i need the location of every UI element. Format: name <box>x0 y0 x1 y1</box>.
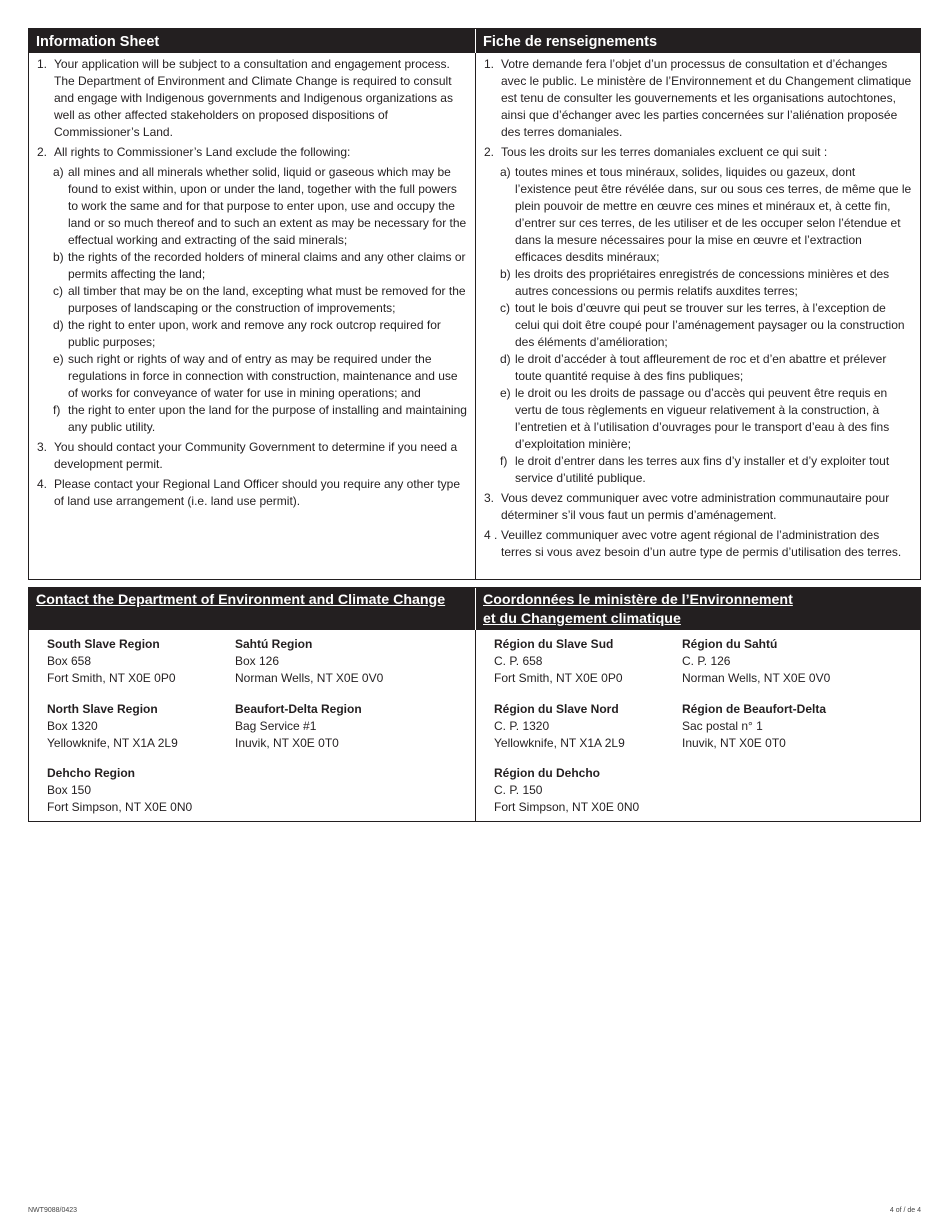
office-name: North Slave Region <box>47 702 158 716</box>
coordonnees-title-line1: Coordonnées le ministère de l’Environnement <box>483 592 793 608</box>
office-name: Dehcho Region <box>47 766 136 780</box>
item-number: 1. <box>37 57 48 71</box>
contact-french <box>476 588 920 821</box>
item-number: 2. <box>484 145 495 159</box>
office-address: Box 150 <box>47 783 92 797</box>
subitem-letter: e) <box>500 386 511 400</box>
item-text: Your application will be subject to a consultation and engagement process. The Department of Environment and Climate Change is required to consult and engage with Indigenous governments and Indigenous organizations as well as other affected stakeholders on proposed dispositions of Commissioner’s Land. <box>54 57 453 139</box>
office-name: Région du Slave Nord <box>494 702 619 716</box>
office-address: C. P. 150 <box>494 783 543 797</box>
subitem-letter: b) <box>500 267 511 281</box>
office-city: Fort Simpson, NT X0E 0N0 <box>494 800 640 814</box>
info-subitem-d-fr <box>500 351 912 385</box>
office-slave-sud <box>494 636 674 687</box>
office-address: Box 658 <box>47 654 92 668</box>
fiche-renseignements-title: Fiche de renseignements <box>476 29 920 53</box>
info-item-4-fr <box>484 527 912 561</box>
office-sahtu-fr <box>682 636 862 687</box>
office-address: C. P. 126 <box>682 654 731 668</box>
info-item-3 <box>37 439 467 473</box>
office-address: Box 126 <box>235 654 280 668</box>
info-subitems <box>37 164 467 436</box>
contact-section <box>28 587 921 822</box>
subitem-text: all timber that may be on the land, excepting what must be removed for the purposes of landscaping or the construction of improvements; <box>68 284 466 315</box>
office-city: Fort Smith, NT X0E 0P0 <box>47 671 176 685</box>
information-sheet-title: Information Sheet <box>29 29 476 53</box>
office-city: Yellowknife, NT X1A 2L9 <box>494 736 625 750</box>
office-address: Sac postal n° 1 <box>682 719 763 733</box>
info-subitem-b-fr <box>500 266 912 300</box>
coordonnees-title <box>476 588 920 630</box>
page-number: 4 of / de 4 <box>889 1207 921 1214</box>
subitem-letter: f) <box>53 403 61 417</box>
info-subitem-f <box>53 402 467 436</box>
office-city: Norman Wells, NT X0E 0V0 <box>682 671 831 685</box>
info-subitem-a <box>53 164 467 249</box>
office-name: Région de Beaufort-Delta <box>682 702 827 716</box>
office-name: Région du Slave Sud <box>494 637 614 651</box>
subitem-text: le droit d’entrer dans les terres aux fins d’y installer et d’y exploiter tout service d’utilité publique. <box>515 454 890 485</box>
subitem-letter: e) <box>53 352 64 366</box>
office-beaufort-delta-fr <box>682 701 862 752</box>
item-number: 3. <box>484 491 495 505</box>
office-north-slave <box>47 701 227 752</box>
info-item-1-fr <box>484 56 912 141</box>
office-city: Fort Smith, NT X0E 0P0 <box>494 671 623 685</box>
subitem-text: tout le bois d’œuvre qui peut se trouver sur les terres, à l’exception de celui qui doit être coupé pour l’aménagement paysager ou la construction des éléments d’amélioration; <box>515 301 905 349</box>
information-sheet-french <box>476 29 920 579</box>
subitem-text: such right or rights of way and of entry as may be required under the regulations in force in connection with construction, maintenance and use of works for conveyance of water for use in mining operations; and <box>68 352 458 400</box>
info-item-3-fr <box>484 490 912 524</box>
contact-title: Contact the Department of Environment and Climate Change <box>29 588 476 630</box>
office-address: Box 1320 <box>47 719 98 733</box>
subitem-letter: d) <box>53 318 64 332</box>
office-slave-nord <box>494 701 674 752</box>
office-south-slave <box>47 636 227 687</box>
office-city: Inuvik, NT X0E 0T0 <box>682 736 786 750</box>
office-address: C. P. 658 <box>494 654 543 668</box>
item-number: 1. <box>484 57 495 71</box>
office-name: Beaufort-Delta Region <box>235 702 362 716</box>
item-number: 3. <box>37 440 48 454</box>
info-subitem-b <box>53 249 467 283</box>
subitem-text: le droit ou les droits de passage ou d’accès qui peuvent être requis en vertu de tous règlements en vigueur relativement à la construction, à l’entretien et à l’utilisation d’ouvrages pour le transport d’eau à des fins d’exploitation minière; <box>515 386 890 451</box>
info-item-4 <box>37 476 467 510</box>
office-city: Inuvik, NT X0E 0T0 <box>235 736 339 750</box>
office-name: Région du Sahtú <box>682 637 778 651</box>
office-city: Norman Wells, NT X0E 0V0 <box>235 671 384 685</box>
subitem-text: the right to enter upon the land for the purpose of installing and maintaining any public utility. <box>68 403 467 434</box>
item-text: Votre demande fera l’objet d’un processus de consultation et d’échanges avec le public. Le ministère de l’Environnement et du Changement climatique est tenu de consulter les gouvernements et les organisations autochtones, ainsi que d’échanger avec les parties concernées sur l’aliénation proposée des terres domaniales. <box>501 57 912 139</box>
info-subitem-d <box>53 317 467 351</box>
subitem-text: all mines and all minerals whether solid, liquid or gaseous which may be found to exist within, upon or under the land, together with the full powers to work the same and for that purpose to enter upon, use and occupy the land or so much thereof and to such an extent as may be necessary for the effectual working and extracting of the said minerals; <box>68 165 467 247</box>
item-text: All rights to Commissioner’s Land exclude the following: <box>54 145 351 159</box>
info-item-1 <box>37 56 467 141</box>
item-number: 2. <box>37 145 48 159</box>
info-subitem-c-fr <box>500 300 912 351</box>
subitem-letter: f) <box>500 454 508 468</box>
info-subitem-e <box>53 351 467 402</box>
office-dehcho <box>47 765 227 816</box>
information-sheet-section <box>28 28 921 580</box>
info-subitem-f-fr <box>500 453 912 487</box>
subitem-letter: d) <box>500 352 511 366</box>
information-sheet-english <box>29 29 476 579</box>
item-text: Veuillez communiquer avec votre agent régional de l’administration des terres si vous avez besoin d’un autre type de permis d’utilisation des terres. <box>501 528 902 559</box>
office-name: Région du Dehcho <box>494 766 600 780</box>
subitem-letter: a) <box>53 165 64 179</box>
office-address: Bag Service #1 <box>235 719 317 733</box>
office-name: Sahtú Region <box>235 637 313 651</box>
form-code: NWT9088/0423 <box>28 1207 78 1214</box>
subitem-letter: c) <box>500 301 510 315</box>
subitem-text: les droits des propriétaires enregistrés de concessions minières et des autres concessions ou permis relatifs auxdites terres; <box>515 267 890 298</box>
item-number: 4 . <box>484 528 498 542</box>
office-name: South Slave Region <box>47 637 160 651</box>
subitem-letter: a) <box>500 165 511 179</box>
info-subitem-e-fr <box>500 385 912 453</box>
item-text: Please contact your Regional Land Officer should you require any other type of land use arrangement (i.e. land use permit). <box>54 477 461 508</box>
subitem-text: toutes mines et tous minéraux, solides, liquides ou gazeux, dont l’existence peut être révélée dans, sur ou sous ces terres, de même que le plein pouvoir de mettre en œuvre ces mines et minéraux et, à cette fin, d’entrer sur ces terres, de les utiliser et de les occuper selon l’étendue et dans la mesure nécessaires pour la mise en œuvre et l’extraction efficaces desdits minéraux; <box>515 165 912 264</box>
office-address: C. P. 1320 <box>494 719 550 733</box>
subitem-letter: c) <box>53 284 63 298</box>
subitem-text: the right to enter upon, work and remove any rock outcrop required for public purposes; <box>68 318 441 349</box>
coordonnees-title-line2: et du Changement climatique <box>483 611 681 627</box>
contact-english <box>29 588 476 821</box>
office-city: Yellowknife, NT X1A 2L9 <box>47 736 178 750</box>
item-text: Tous les droits sur les terres domaniales excluent ce qui suit : <box>501 145 828 159</box>
subitem-letter: b) <box>53 250 64 264</box>
item-text: You should contact your Community Government to determine if you need a development permit. <box>54 440 458 471</box>
info-item-2-fr <box>484 144 912 161</box>
info-subitem-c <box>53 283 467 317</box>
subitem-text: the rights of the recorded holders of mineral claims and any other claims or permits affecting the land; <box>68 250 466 281</box>
info-item-2 <box>37 144 467 161</box>
subitem-text: le droit d’accéder à tout affleurement de roc et d’en abattre et prélever toute quantité requise à des fins publiques; <box>515 352 887 383</box>
office-city: Fort Simpson, NT X0E 0N0 <box>47 800 193 814</box>
info-subitems-fr <box>484 164 912 487</box>
info-subitem-a-fr <box>500 164 912 266</box>
item-text: Vous devez communiquer avec votre administration communautaire pour déterminer s’il vous faut un permis d’aménagement. <box>501 491 890 522</box>
office-sahtu <box>235 636 415 687</box>
office-beaufort-delta <box>235 701 415 752</box>
office-dehcho-fr <box>494 765 674 816</box>
item-number: 4. <box>37 477 48 491</box>
